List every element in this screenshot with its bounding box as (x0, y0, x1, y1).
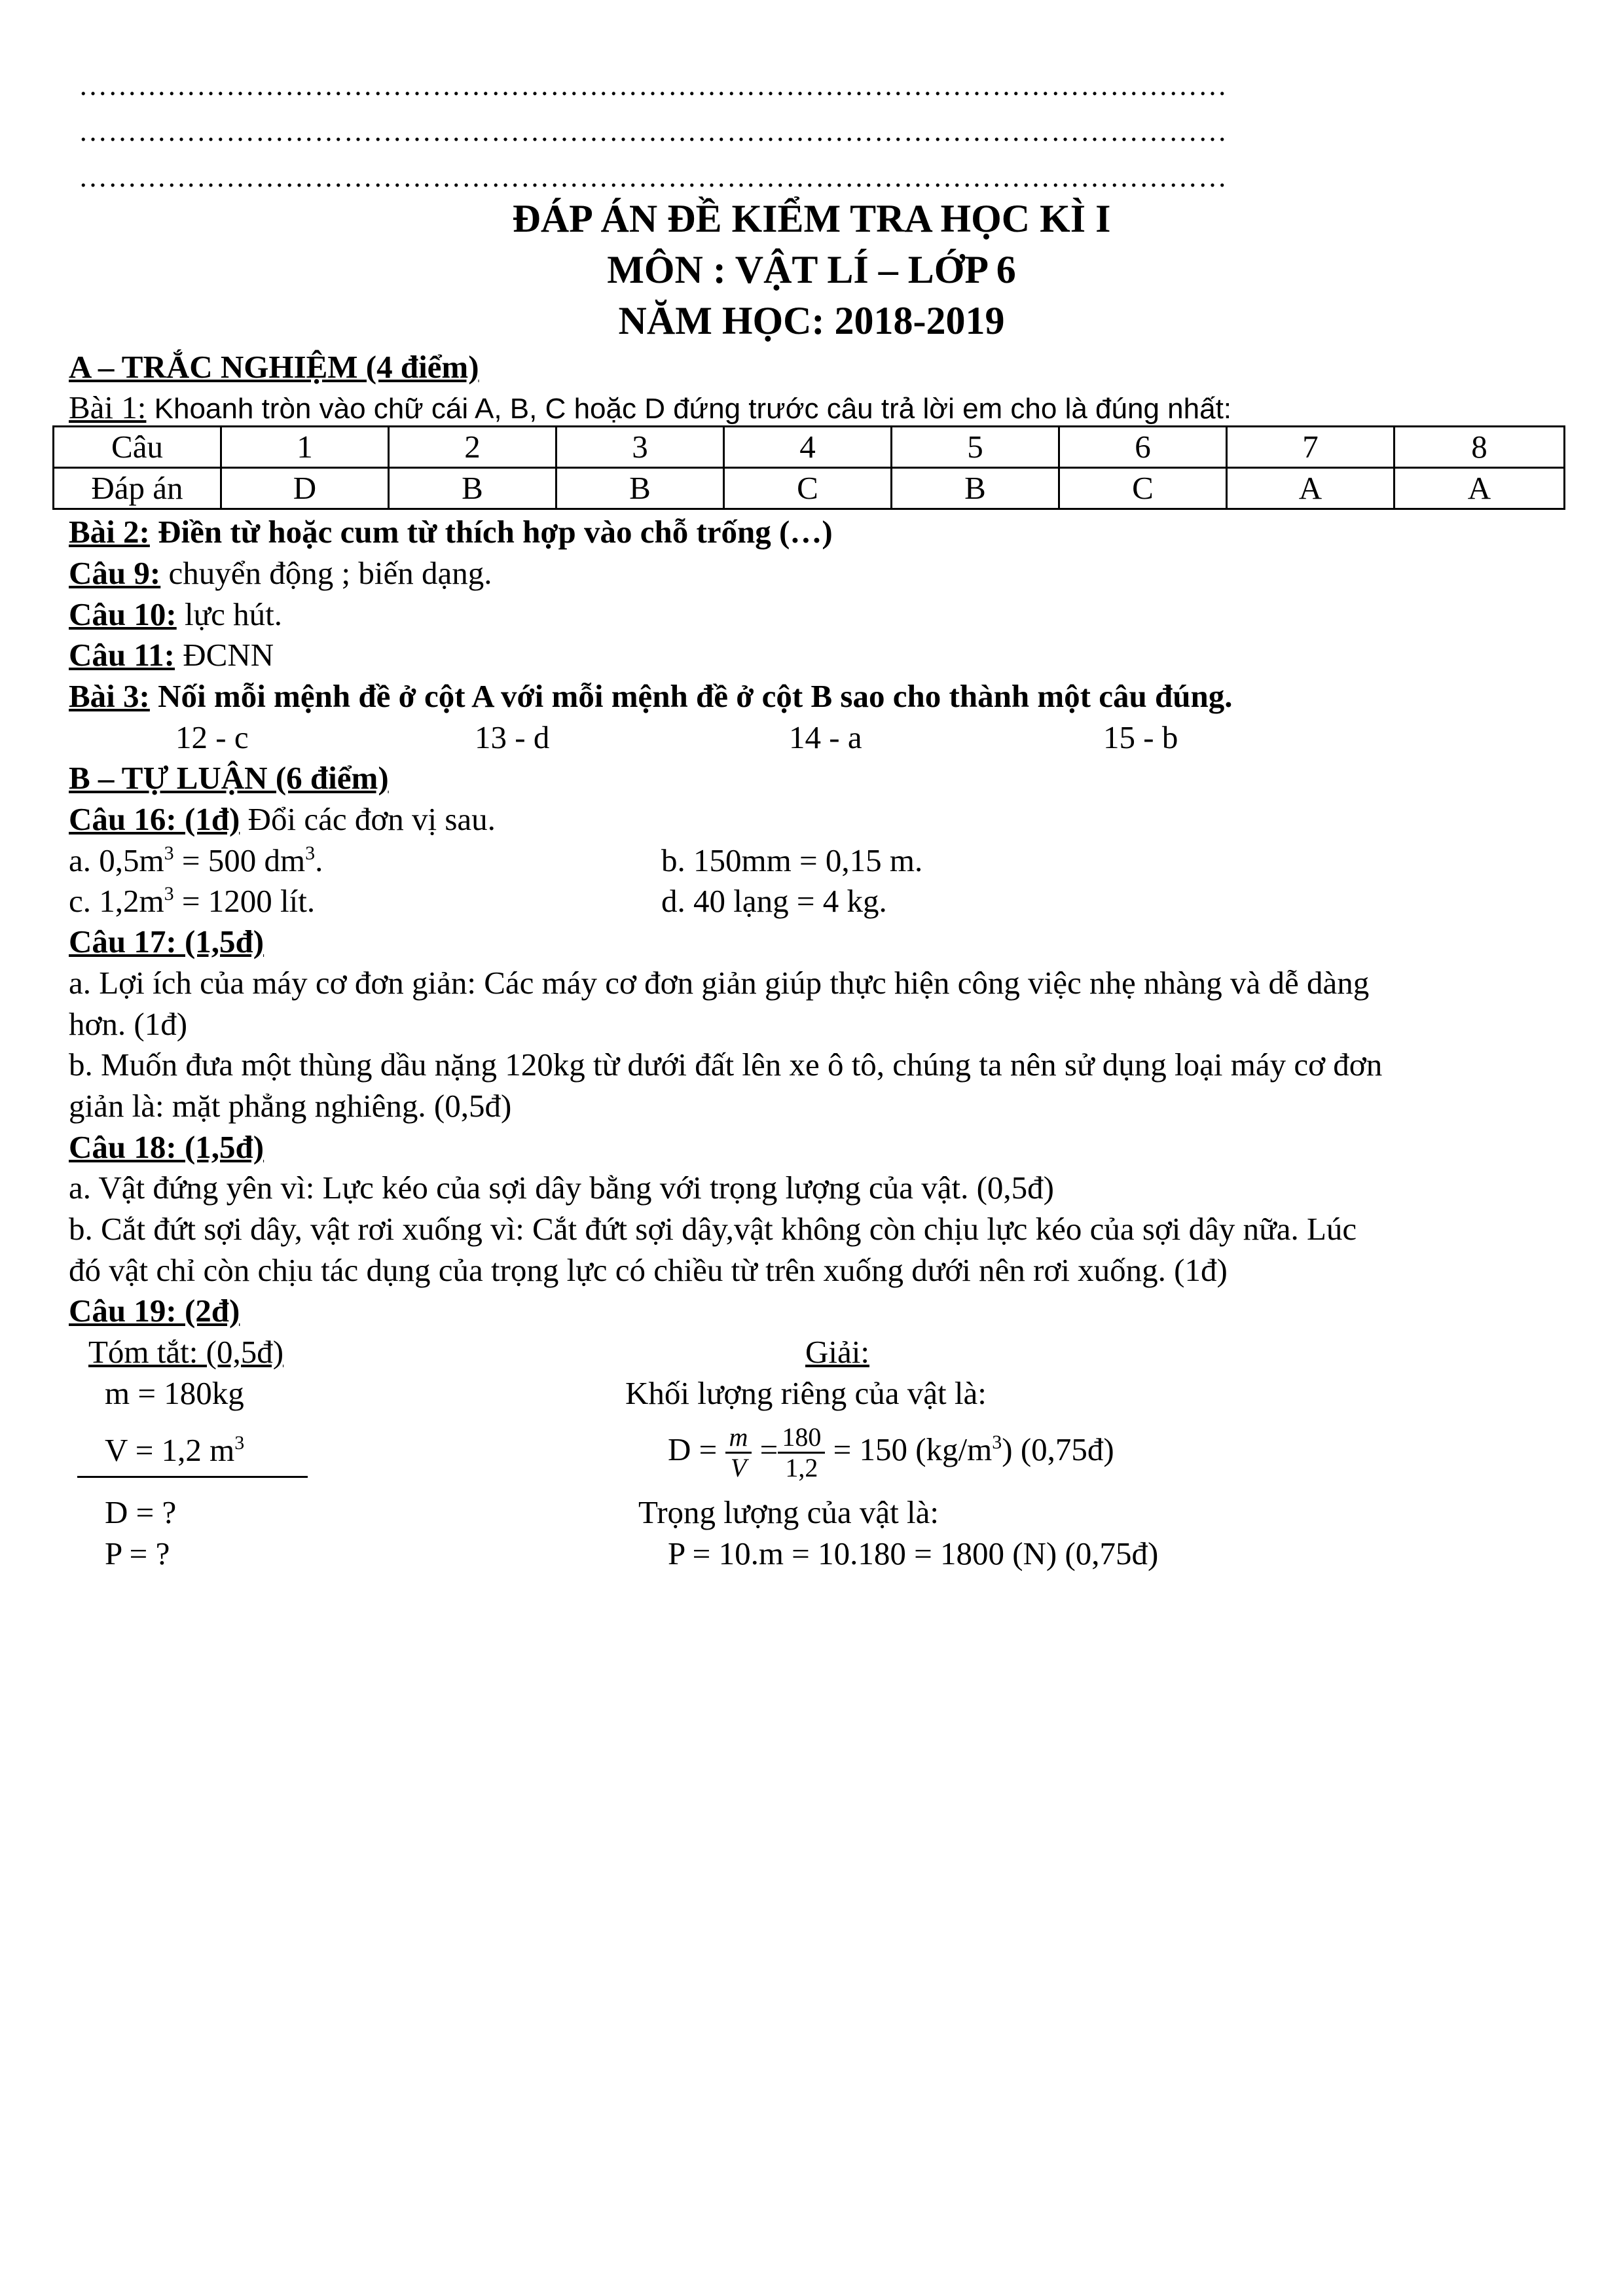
question-cell: 4 (724, 427, 892, 468)
equals-sign: = (752, 1431, 778, 1467)
cau18-a: a. Vật đứng yên vì: Lực kéo của sợi dây bằng với trọng lượng của vật. (0,5đ) (69, 1170, 1055, 1206)
find-weight: P = ? (105, 1535, 170, 1571)
fraction-denominator: V (730, 1453, 747, 1483)
cau16-a-part1: a. 0,5m (69, 842, 164, 878)
cau16-b: b. 150mm = 0,15 m. (661, 842, 923, 878)
bai1-label: Bài 1: (69, 389, 147, 425)
question-cell: 7 (1227, 427, 1395, 468)
bai2-text: Điền từ hoặc cum từ thích hợp vào chỗ trống (…) (149, 514, 833, 550)
bai2-line (69, 512, 833, 552)
cau17-a-line1: a. Lợi ích của máy cơ đơn giản: Các máy cơ đơn giản giúp thực hiện công việc nhẹ nhàng và dễ dàng (69, 965, 1370, 1001)
dotted-line-2: ……………………………………………………………………………………………………… (79, 115, 1228, 147)
summary-label: Tóm tắt: (0,5đ) (88, 1334, 284, 1370)
answer-cell: C (724, 468, 892, 509)
cau11-line (69, 635, 274, 675)
fraction-180-over-1-2 (778, 1423, 825, 1482)
question-row (54, 427, 1565, 468)
solution-line-1: Khối lượng riêng của vật là: (625, 1375, 987, 1411)
fraction-denominator: 1,2 (785, 1453, 818, 1483)
superscript-3: 3 (164, 883, 174, 905)
cau10-text: lực hút. (176, 596, 283, 632)
answer-cell: C (1059, 468, 1227, 509)
cau16-text: Đổi các đơn vị sau. (240, 801, 496, 837)
cau16-a-part3: . (315, 842, 323, 878)
match-4: 15 - b (1103, 719, 1178, 755)
cau16-d: d. 40 lạng = 4 kg. (661, 883, 887, 919)
cau18-b-line2: đó vật chỉ còn chịu tác dụng của trọng lực có chiều từ trên xuống dưới nên rơi xuống. (1đ) (69, 1252, 1228, 1288)
answer-row (54, 468, 1565, 509)
bai3-text: Nối mỗi mệnh đề ở cột A với mỗi mệnh đề ở cột B sao cho thành một câu đúng. (149, 678, 1233, 714)
title-subject: MÔN : VẬT LÍ – LỚP 6 (607, 248, 1016, 291)
superscript-3: 3 (305, 842, 316, 864)
question-cell: 6 (1059, 427, 1227, 468)
cau16-a-part2: = 500 dm (173, 842, 306, 878)
bai3-line (69, 676, 1232, 717)
row-label-cau: Câu (54, 427, 221, 468)
match-3: 14 - a (789, 719, 862, 755)
bai1-line (69, 387, 1231, 429)
solution-label: Giải: (805, 1334, 869, 1370)
density-formula (668, 1414, 1114, 1486)
cau19-label: Câu 19: (2đ) (69, 1293, 240, 1329)
given-volume-text: V = 1,2 m (105, 1432, 235, 1468)
section-b-heading: B – TỰ LUẬN (6 điểm) (69, 760, 389, 796)
cau16-c-part2: = 1200 lít. (173, 883, 316, 919)
answer-cell: D (221, 468, 389, 509)
bai1-text: Khoanh tròn vào chữ cái A, B, C hoặc D đứng trước câu trả lời em cho là đúng nhất: (146, 393, 1232, 425)
cau18-label: Câu 18: (1,5đ) (69, 1129, 264, 1165)
fraction-m-over-v (725, 1423, 752, 1482)
answer-cell: B (556, 468, 724, 509)
find-density: D = ? (105, 1494, 177, 1530)
question-cell: 1 (221, 427, 389, 468)
question-cell: 2 (389, 427, 556, 468)
cau16-line (69, 799, 496, 840)
cau9-text: chuyển động ; biến dạng. (160, 555, 492, 591)
bai2-label: Bài 2: (69, 514, 150, 550)
question-cell: 3 (556, 427, 724, 468)
cau17-b-line1: b. Muốn đưa một thùng dầu nặng 120kg từ dưới đất lên xe ô tô, chúng ta nên sử dụng loại máy cơ đơn (69, 1047, 1383, 1083)
weight-formula: P = 10.m = 10.180 = 1800 (N) (0,75đ) (668, 1535, 1159, 1571)
title-year: NĂM HỌC: 2018-2019 (618, 299, 1005, 342)
title-exam: ĐÁP ÁN ĐỀ KIỂM TRA HỌC KÌ I (512, 197, 1111, 240)
cau16-label: Câu 16: (1đ) (69, 801, 240, 837)
cau11-text: ĐCNN (175, 637, 274, 673)
fraction-numerator: m (725, 1423, 752, 1454)
solution-line-3: Trọng lượng của vật là: (638, 1494, 939, 1530)
cau9-label: Câu 9: (69, 555, 161, 591)
bai3-label: Bài 3: (69, 678, 150, 714)
cau17-label: Câu 17: (1,5đ) (69, 924, 264, 960)
cau16-a (69, 840, 323, 881)
section-a-heading: A – TRẮC NGHIỆM (4 điểm) (69, 349, 479, 385)
dotted-line-3: ……………………………………………………………………………………………………… (79, 161, 1228, 193)
given-mass: m = 180kg (105, 1375, 244, 1411)
dotted-line-1: ……………………………………………………………………………………………………… (79, 69, 1228, 101)
cau11-label: Câu 11: (69, 637, 175, 673)
answer-cell: B (892, 468, 1059, 509)
answer-table (52, 425, 1565, 510)
superscript-3: 3 (992, 1431, 1002, 1453)
question-cell: 8 (1395, 427, 1565, 468)
cau16-c (69, 881, 315, 922)
answer-cell: A (1227, 468, 1395, 509)
row-label-dap-an: Đáp án (54, 468, 221, 509)
given-volume (105, 1430, 244, 1471)
density-result-part2: ) (0,75đ) (1002, 1431, 1114, 1467)
cau17-b-line2: giản là: mặt phẳng nghiêng. (0,5đ) (69, 1088, 512, 1124)
superscript-3: 3 (164, 842, 174, 864)
match-1: 12 - c (175, 719, 249, 755)
cau10-label: Câu 10: (69, 596, 177, 632)
density-prefix: D = (668, 1431, 725, 1467)
question-cell: 5 (892, 427, 1059, 468)
cau18-b-line1: b. Cắt đứt sợi dây, vật rơi xuống vì: Cắt đứt sợi dây,vật không còn chịu lực kéo của sợi dây nữa. Lúc (69, 1211, 1357, 1247)
answer-cell: A (1395, 468, 1565, 509)
match-2: 13 - d (475, 719, 550, 755)
cau17-a-line2: hơn. (1đ) (69, 1006, 188, 1042)
fraction-numerator: 180 (778, 1423, 825, 1454)
answer-cell: B (389, 468, 556, 509)
summary-divider (77, 1476, 308, 1478)
cau16-c-part1: c. 1,2m (69, 883, 164, 919)
density-result-part1: = 150 (kg/m (825, 1431, 993, 1467)
superscript-3: 3 (234, 1432, 245, 1454)
cau10-line (69, 594, 282, 635)
cau9-line (69, 553, 492, 594)
